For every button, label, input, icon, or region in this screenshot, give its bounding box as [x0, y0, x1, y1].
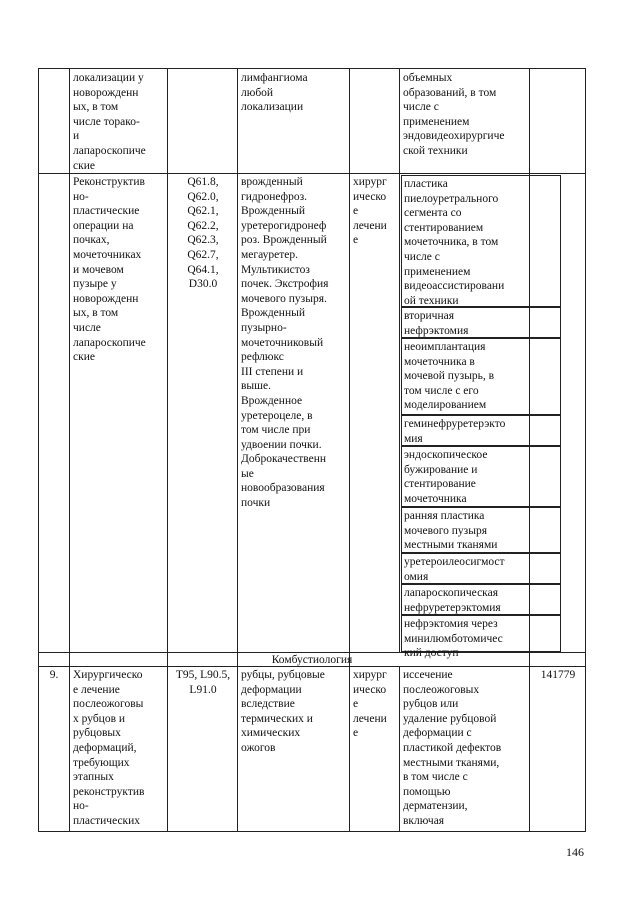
method-item: нефрэктомия через минилюмботомичес кий доступ: [401, 615, 561, 652]
row-number: 9.: [49, 669, 59, 681]
column-divider: [167, 69, 168, 831]
diagnosis-cont: лимфангиома любой локализации: [241, 72, 308, 114]
method-cont: объемных образований, в том числе с применением эндовидеохирургиче ской техники: [403, 72, 505, 157]
column-divider: [237, 69, 238, 831]
column-divider: [399, 666, 400, 831]
procedure-name-reconstructive: Реконструктив но- пластические операции на почках, мочеточниках и мочевом пузыре у новорожденн ых, в том числе лапароскопиче ские: [73, 176, 146, 364]
method-item: уретероилеосигмост омия: [401, 553, 561, 584]
treatment-type-burns: хирург ическо е лечени е: [353, 669, 387, 740]
icd-codes-reconstructive: Q61.8, Q62.0, Q62.1, Q62.2, Q62.3, Q62.7, Q64.1, D30.0: [187, 176, 219, 291]
column-divider: [69, 69, 70, 831]
icd-codes-burns: T95, L90.5, L91.0: [175, 669, 231, 696]
section-title: Комбустиология: [271, 654, 353, 666]
method-item: эндоскопическое бужирование и стентирование мочеточника: [401, 446, 561, 507]
method-item: ранняя пластика мочевого пузыря местными тканями: [401, 507, 561, 553]
page-number: 146: [566, 845, 584, 859]
procedures-table: [38, 68, 586, 832]
treatment-type-reconstructive: хирург ическо е лечени е: [353, 176, 387, 247]
method-item: лапароскопическая нефруретерэктомия: [401, 584, 561, 615]
method-burns: иссечение послеожоговых рубцов или удаление рубцовой деформации с пластикой дефектов местными тканями, в том числе с помощью дерматензии, включая: [403, 669, 502, 827]
column-divider: [399, 69, 400, 652]
diagnosis-reconstructive: врожденный гидронефроз. Врожденный уретерогидронеф роз. Врожденный мегауретер. Мультикистоз почек. Экстрофия мочевого пузыря. Врожденный пузырно- мочеточниковый рефлюкс III степени и выше. Врожденное уретероцеле, в том числе при удвоении почки. Доброкачественн ые новообразования почки: [241, 176, 329, 510]
procedure-name-cont: локализации у новорожденн ых, в том числе торако- и лапароскопиче ские: [73, 72, 146, 172]
method-item: геминефруретерэкто мия: [401, 415, 561, 446]
method-item: вторичная нефрэктомия: [401, 307, 561, 338]
column-divider: [349, 69, 350, 831]
diagnosis-burns: рубцы, рубцовые деформации вследствие термических и химических ожогов: [241, 669, 325, 754]
method-item: пластика пиелоуретрального сегмента со стентированием мочеточника, в том числе с применением видеоассистировани ой техники: [401, 175, 561, 307]
method-item: неоимплантация мочеточника в мочевой пузырь, в том числе с его моделированием: [401, 338, 561, 415]
procedure-name-burns: Хирургическо е лечение послеожоговы х рубцов и рубцовых деформаций, требующих этапных реконструктив но- пластических: [73, 669, 145, 827]
cost-value: 141779: [540, 669, 576, 681]
